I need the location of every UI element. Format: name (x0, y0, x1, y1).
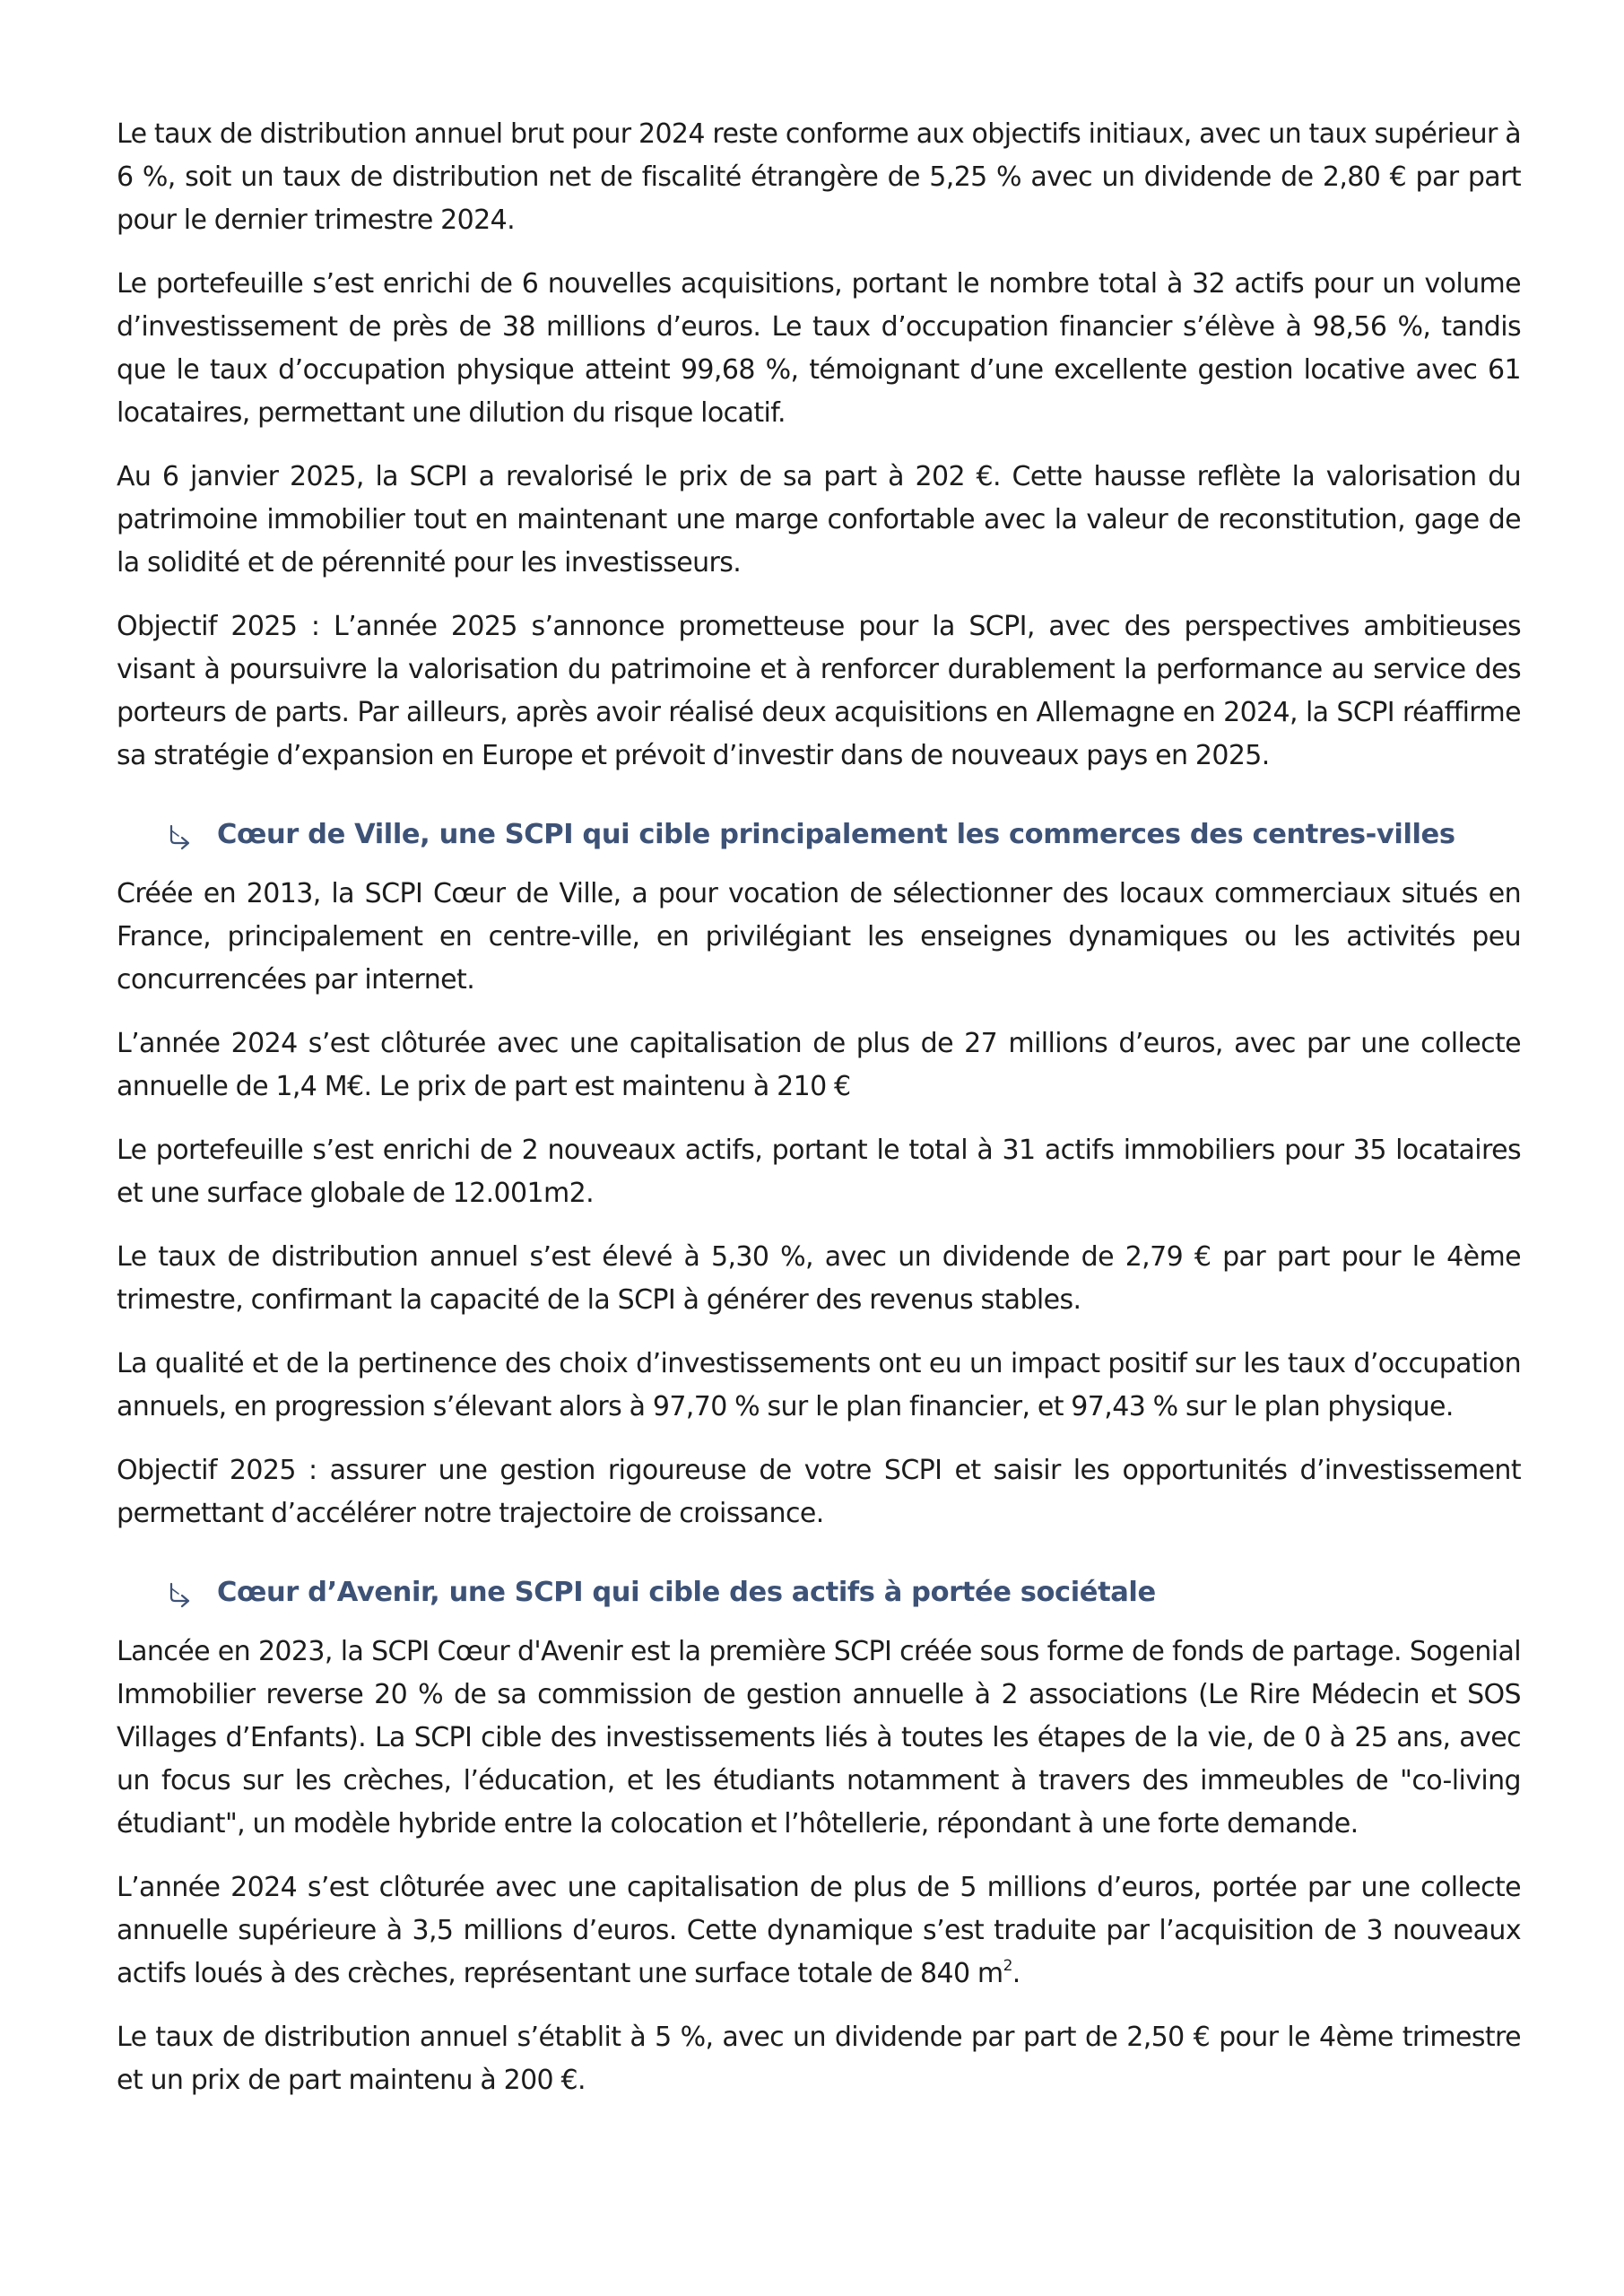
section-heading-text: Cœur d’Avenir, une SCPI qui cible des actifs à portée sociétale (217, 1577, 1156, 1608)
paragraph: Créée en 2013, la SCPI Cœur de Ville, a pour vocation de sélectionner des locaux commerciaux situés en France, principalement en centre-ville, en privilégiant les enseignes dynamiques ou les activités peu concurrencées par internet. (117, 878, 1521, 996)
superscript: 2 (1003, 1957, 1012, 1975)
paragraph: Le portefeuille s’est enrichi de 6 nouvelles acquisitions, portant le nombre total à 32 actifs pour un volume d’investissement de près de 38 millions d’euros. Le taux d’occupation financier s’élève à 98,56 %, tandis que le taux d’occupation physique atteint 99,68 %, témoignant d’une excellente gestion locative avec 61 locataires, permettant une dilution du risque locatif. (117, 268, 1521, 429)
paragraph: La qualité et de la pertinence des choix d’investissements ont eu un impact positif sur les taux d’occupation annuels, en progression s’élevant alors à 97,70 % sur le plan financier, et 97,43 % sur le plan physique. (117, 1348, 1521, 1422)
paragraph: Le taux de distribution annuel brut pour 2024 reste conforme aux objectifs initiaux, avec un taux supérieur à 6 %, soit un taux de distribution net de fiscalité étrangère de 5,25 % avec un dividende de 2,80 € par part pour le dernier trimestre 2024. (117, 118, 1521, 236)
paragraph: Lancée en 2023, la SCPI Cœur d'Avenir est la première SCPI créée sous forme de fonds de partage. Sogenial Immobilier reverse 20 % de sa commission de gestion annuelle à 2 associations (Le Rire Médecin et SOS Villages d’Enfants). La SCPI cible des investissements liés à toutes les étapes de la vie, de 0 à 25 ans, avec un focus sur les crèches, l’éducation, et les étudiants notamment à travers des immeubles de "co-living étudiant", un modèle hybride entre la colocation et l’hôtellerie, répondant à une forte demande. (117, 1636, 1521, 1839)
paragraph (117, 1866, 1521, 1996)
section-heading-coeur-de-ville (117, 813, 1521, 857)
paragraph: Au 6 janvier 2025, la SCPI a revalorisé le prix de sa part à 202 €. Cette hausse reflète la valorisation du patrimoine immobilier tout en maintenant une marge confortable avec la valeur de reconstitution, gage de la solidité et de pérennité pour les investisseurs. (117, 461, 1521, 578)
paragraph-text: L’année 2024 s’est clôturée avec une capitalisation de plus de 5 millions d’euros, portée par une collecte annuelle supérieure à 3,5 millions d’euros. Cette dynamique s’est traduite par l’acquisition de 3 nouveaux actifs loués à des crèches, représentant une surface totale de 840 m (117, 1872, 1521, 1989)
paragraph: Objectif 2025 : L’année 2025 s’annonce prometteuse pour la SCPI, avec des perspectives ambitieuses visant à poursuivre la valorisation du patrimoine et à renforcer durablement la performance au service des porteurs de parts. Par ailleurs, après avoir réalisé deux acquisitions en Allemagne en 2024, la SCPI réaffirme sa stratégie d’expansion en Europe et prévoit d’investir dans de nouveaux pays en 2025. (117, 611, 1521, 771)
document-body (117, 113, 1521, 2123)
arrow-icon (165, 1579, 194, 1606)
paragraph: L’année 2024 s’est clôturée avec une capitalisation de plus de 27 millions d’euros, avec par une collecte annuelle de 1,4 M€. Le prix de part est maintenu à 210 € (117, 1028, 1521, 1102)
paragraph: Le taux de distribution annuel s’est élevé à 5,30 %, avec un dividende de 2,79 € par part pour le 4ème trimestre, confirmant la capacité de la SCPI à générer des revenus stables. (117, 1241, 1521, 1316)
section-heading-coeur-d-avenir (117, 1571, 1521, 1614)
paragraph: Le portefeuille s’est enrichi de 2 nouveaux actifs, portant le total à 31 actifs immobiliers pour 35 locataires et une surface globale de 12.001m2. (117, 1135, 1521, 1209)
arrow-icon (165, 822, 194, 848)
section-heading-text: Cœur de Ville, une SCPI qui cible principalement les commerces des centres-villes (217, 819, 1455, 850)
paragraph-suffix: . (1012, 1958, 1020, 1989)
paragraph: Objectif 2025 : assurer une gestion rigoureuse de votre SCPI et saisir les opportunités d’investissement permettant d’accélérer notre trajectoire de croissance. (117, 1455, 1521, 1529)
paragraph: Le taux de distribution annuel s’établit à 5 %, avec un dividende par part de 2,50 € pour le 4ème trimestre et un prix de part maintenu à 200 €. (117, 2022, 1521, 2096)
